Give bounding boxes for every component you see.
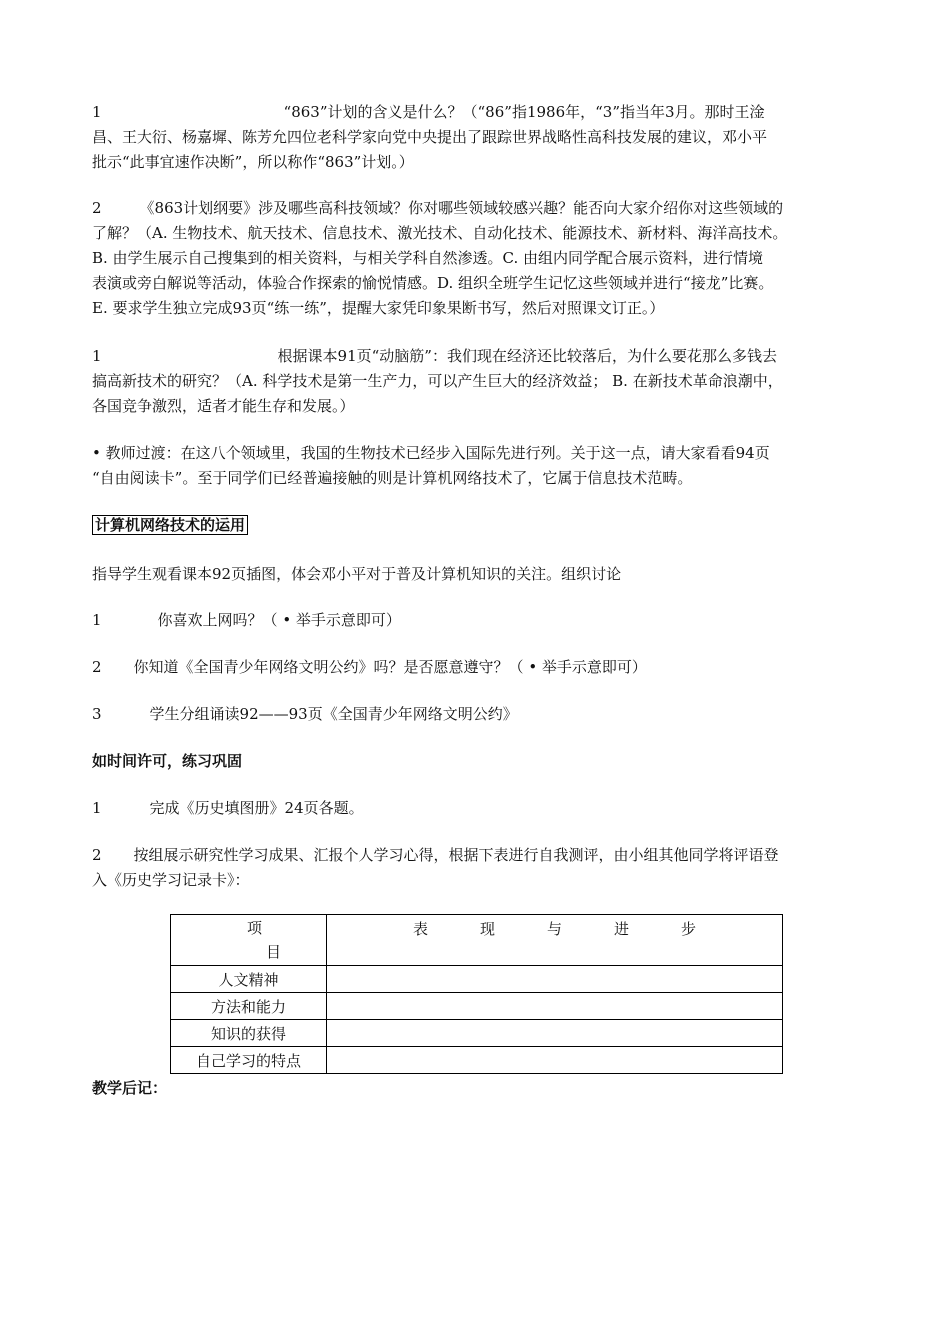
text-line: 入《历史学习记录卡》： xyxy=(92,871,250,889)
header-performance-cell xyxy=(327,915,783,966)
text-line: • 教师过渡：在这八个领域里，我国的生物技术已经步入国际先进行列。关于这一点，请大家看看94页 xyxy=(92,444,770,462)
item-number: 1 xyxy=(92,103,102,121)
table-row xyxy=(171,1020,783,1047)
header-char: 进 xyxy=(613,920,629,938)
header-char: 项 xyxy=(246,919,262,937)
header-char: 与 xyxy=(546,920,562,938)
text-line: 表演或旁白解说等活动，体验合作探索的愉悦情感。D. 组织全班学生记忆这些领域并进行“接龙”比赛。 xyxy=(92,274,774,292)
question-1 xyxy=(92,608,862,633)
text-line: 各国竞争激烈，适者才能生存和发展。） xyxy=(92,397,355,415)
table-row xyxy=(171,1047,783,1074)
self-evaluation-table xyxy=(170,914,783,1074)
paragraph-teacher-transition xyxy=(92,441,862,491)
heading-network-tech: 计算机网络技术的运用 xyxy=(92,515,248,535)
text-line: B. 由学生展示自己搜集到的相关资料，与相关学科自然渗透。C. 由组内同学配合展示资料，进行情境 xyxy=(92,249,764,267)
item-number: 1 xyxy=(92,347,102,365)
section-heading xyxy=(92,513,862,538)
text-line: 《863计划纲要》涉及哪些高科技领域？你对哪些领域较感兴趣？能否向大家介绍你对这些领域的 xyxy=(139,199,784,217)
row-value-cell[interactable] xyxy=(327,993,783,1020)
item-number: 2 xyxy=(92,658,102,676)
text-line: “863”计划的含义是什么？（“86”指1986年，“3”指当年3月。那时王淦 xyxy=(283,103,765,121)
question-text: 你知道《全国青少年网络文明公约》吗？是否愿意遵守？（ • 举手示意即可） xyxy=(133,658,647,676)
row-label: 人文精神 xyxy=(171,966,327,993)
text-line: 根据课本91页“动脑筋”：我们现在经济还比较落后，为什么要花那么多钱去 xyxy=(277,347,777,365)
item-number: 2 xyxy=(92,199,102,217)
row-label: 方法和能力 xyxy=(171,993,327,1020)
guide-text: 指导学生观看课本92页插图，体会邓小平对于普及计算机知识的关注。组织讨论 xyxy=(92,565,622,583)
paragraph-brain-teaser xyxy=(92,344,862,419)
text-line: 批示“此事宜速作决断”，所以称作“863”计划。） xyxy=(92,153,414,171)
text-line: 昌、王大衍、杨嘉墀、陈芳允四位老科学家向党中央提出了跟踪世界战略性高科技发展的建议，邓小平 xyxy=(92,128,768,146)
item-number: 3 xyxy=(92,705,102,723)
text-line: “自由阅读卡”。至于同学们已经普遍接触的则是计算机网络技术了，它属于信息技术范畴。 xyxy=(92,469,693,487)
exercise-text: 完成《历史填图册》24页各题。 xyxy=(149,799,364,817)
question-text: 学生分组诵读92——93页《全国青少年网络文明公约》 xyxy=(149,705,518,723)
exercise-1 xyxy=(92,796,862,821)
header-char: 目 xyxy=(265,943,281,961)
header-char: 步 xyxy=(680,920,696,938)
question-2 xyxy=(92,655,862,680)
paragraph-863-meaning xyxy=(92,100,862,175)
table-row xyxy=(171,993,783,1020)
header-char: 表 xyxy=(412,920,428,938)
text-line: 搞高新技术的研究？（A. 科学技术是第一生产力，可以产生巨大的经济效益； B. 在新技术革命浪潮中， xyxy=(92,372,783,390)
header-item-cell xyxy=(171,915,327,966)
text-line: 按组展示研究性学习成果、汇报个人学习心得，根据下表进行自我测评，由小组其他同学将评语登 xyxy=(133,846,779,864)
item-number: 2 xyxy=(92,846,102,864)
table-row xyxy=(171,966,783,993)
paragraph-863-fields xyxy=(92,196,862,321)
text-line: 了解？（A. 生物技术、航天技术、信息技术、激光技术、自动化技术、能源技术、新材料、海洋高技术。 xyxy=(92,224,788,242)
afterword-heading: 教学后记： xyxy=(92,1079,168,1097)
header-char: 现 xyxy=(479,920,495,938)
exercise-2 xyxy=(92,843,862,893)
row-value-cell[interactable] xyxy=(327,1020,783,1047)
row-value-cell[interactable] xyxy=(327,1047,783,1074)
table-header-row xyxy=(171,915,783,966)
row-value-cell[interactable] xyxy=(327,966,783,993)
question-3 xyxy=(92,702,862,727)
item-number: 1 xyxy=(92,799,102,817)
item-number: 1 xyxy=(92,611,102,629)
row-label: 自己学习的特点 xyxy=(171,1047,327,1074)
practice-heading: 如时间许可，练习巩固 xyxy=(92,752,243,770)
row-label: 知识的获得 xyxy=(171,1020,327,1047)
text-line: E. 要求学生独立完成93页“练一练”，提醒大家凭印象果断书写，然后对照课文订正。） xyxy=(92,299,665,317)
question-text: 你喜欢上网吗？（ • 举手示意即可） xyxy=(157,611,401,629)
